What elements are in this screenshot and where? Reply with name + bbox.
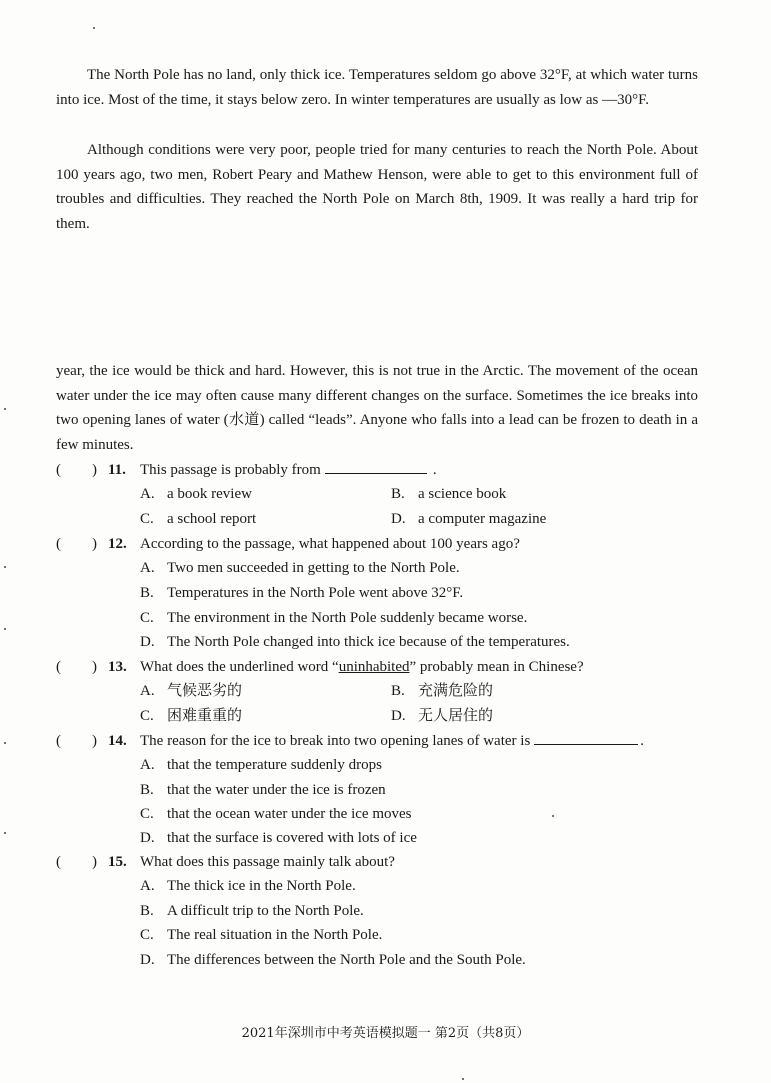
question-number: 11.	[108, 462, 126, 478]
answer-bracket-open: (	[56, 854, 61, 870]
option-13-b: B. 充满危险的	[391, 683, 494, 699]
answer-blank	[325, 459, 427, 474]
answer-bracket-close: )	[92, 733, 97, 749]
scan-speck	[4, 566, 6, 568]
question-11	[56, 458, 706, 482]
question-text: According to the passage, what happened about 100 years ago?	[140, 536, 520, 552]
option-14-d: D. that the surface is covered with lots of ice	[140, 830, 417, 846]
question-12	[56, 532, 706, 556]
option-13-a: A. 气候恶劣的	[140, 683, 243, 699]
scan-speck	[93, 27, 95, 29]
scan-speck	[4, 742, 6, 744]
option-11-a: A. a book review	[140, 486, 252, 502]
page-footer: 2021年深圳市中考英语模拟题一 第2页（共8页）	[241, 1026, 530, 1041]
answer-bracket-open: (	[56, 536, 61, 552]
answer-bracket-close: )	[92, 536, 97, 552]
scan-speck	[4, 408, 6, 410]
option-15-d: D. The differences between the North Pole and the South Pole.	[140, 952, 526, 968]
option-15-a: A. The thick ice in the North Pole.	[140, 878, 356, 894]
question-15	[56, 850, 706, 874]
question-13	[56, 655, 706, 679]
answer-blank	[534, 730, 638, 745]
passage-paragraph-3: year, the ice would be thick and hard. However, this is not true in the Arctic. The movement of the ocean water under the ice may often cause many different changes on the surface. Sometimes the ice breaks into two opening lanes of water (水道) called “leads”. Anyone who falls into a lead can be frozen to death in a few minutes.	[56, 363, 698, 453]
option-11-c: C. a school report	[140, 511, 257, 527]
option-14-b: B. that the water under the ice is frozen	[140, 782, 386, 798]
scan-speck	[552, 815, 554, 817]
answer-bracket-close: )	[92, 462, 97, 478]
underlined-word: uninhabited	[338, 659, 410, 675]
question-text: What does this passage mainly talk about?	[140, 854, 395, 870]
scan-speck	[462, 1078, 464, 1080]
question-number: 13.	[108, 659, 127, 675]
answer-bracket-close: )	[92, 854, 97, 870]
option-13-c: C. 困难重重的	[140, 708, 243, 724]
option-15-c: C. The real situation in the North Pole.	[140, 927, 383, 943]
question-text: This passage is probably from .	[140, 458, 437, 482]
question-14	[56, 729, 706, 753]
question-text: What does the underlined word “uninhabited” probably mean in Chinese?	[140, 659, 584, 675]
option-15-b: B. A difficult trip to the North Pole.	[140, 903, 364, 919]
answer-bracket-open: (	[56, 733, 61, 749]
option-11-b: B. a science book	[391, 486, 507, 502]
passage-paragraph-1: The North Pole has no land, only thick ice. Temperatures seldom go above 32°F, at which water turns into ice. Most of the time, it stays below zero. In winter temperatures are usually as low as —30°F.	[56, 67, 698, 108]
answer-bracket-close: )	[92, 659, 97, 675]
scan-speck	[4, 832, 6, 834]
answer-bracket-open: (	[56, 462, 61, 478]
scan-speck	[4, 628, 6, 630]
option-12-a: A. Two men succeeded in getting to the North Pole.	[140, 560, 460, 576]
option-14-a: A. that the temperature suddenly drops	[140, 757, 382, 773]
passage-paragraph-2: Although conditions were very poor, people tried for many centuries to reach the North Pole. About 100 years ago, two men, Robert Peary and Mathew Henson, were able to get to this environment full of troubles and difficulties. They reached the North Pole on March 8th, 1909. It was really a hard trip for them.	[56, 142, 698, 232]
option-12-c: C. The environment in the North Pole suddenly became worse.	[140, 610, 528, 626]
answer-bracket-open: (	[56, 659, 61, 675]
question-text: The reason for the ice to break into two opening lanes of water is .	[140, 729, 644, 753]
option-13-d: D. 无人居住的	[391, 708, 494, 724]
option-11-d: D. a computer magazine	[391, 511, 547, 527]
question-number: 12.	[108, 536, 127, 552]
option-14-c: C. that the ocean water under the ice moves	[140, 806, 412, 822]
question-number: 14.	[108, 733, 127, 749]
option-12-b: B. Temperatures in the North Pole went above 32°F.	[140, 585, 464, 601]
question-number: 15.	[108, 854, 127, 870]
option-12-d: D. The North Pole changed into thick ice because of the temperatures.	[140, 634, 570, 650]
